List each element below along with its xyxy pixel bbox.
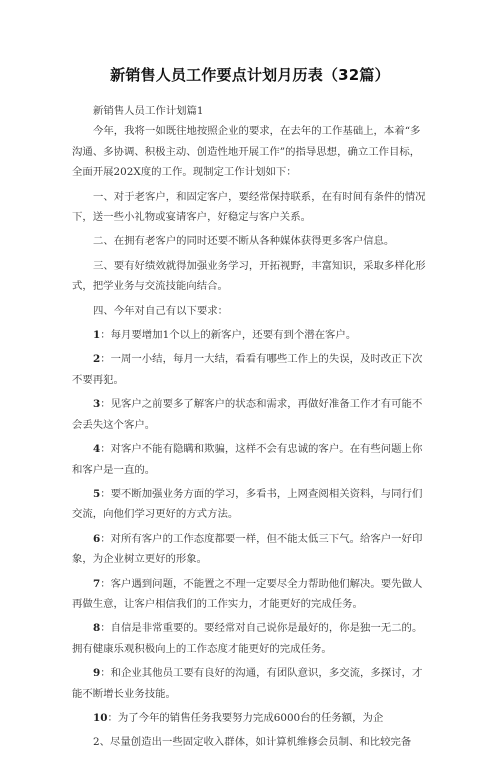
list-item (72, 349, 430, 390)
list-item-text: ：对所有客户的工作态度都要一样，但不能太低三下气。给客户一好印象，为企业树立更好的形象。 (72, 532, 423, 566)
list-item-text: ：和企业其他员工要有良好的沟通，有团队意识，多交流，多探讨，才能不断增长业务技能。 (72, 667, 423, 700)
list-item-number: 2 (93, 353, 101, 366)
list-item (72, 663, 430, 704)
list-item (72, 394, 430, 435)
list-item-number: 3 (93, 398, 101, 411)
list-item (72, 618, 430, 659)
list-item (72, 484, 430, 525)
list-item-number: 6 (93, 532, 101, 545)
list-item-text: ：一周一小结，每月一大结，看看有哪些工作上的失误，及时改正下次不要再犯。 (72, 353, 423, 386)
list-item-number: 8 (93, 622, 101, 635)
list-item-number: 5 (93, 487, 101, 500)
list-item-number: 10 (93, 711, 108, 724)
paragraph-text: 一、对于老客户，和固定客户，要经常保持联系，在有时间有条件的情况下，送一些小礼物或宴请客户，好稳定与客户关系。 (72, 190, 426, 224)
list-item-text: 2、尽量创造出一些固定收入群体，如计算机维修会员制、和比较完备 (93, 736, 412, 749)
list-item-text: ：为了今年的销售任务我要努力完成6000台的任务额，为企 (107, 711, 384, 724)
list-item-text: ：客户遇到问题，不能置之不理一定要尽全力帮助他们解决。要先做人再做生意，让客户相信我们的工作实力，才能更好的完成任务。 (72, 577, 423, 610)
paragraph-text: 新销售人员工作计划篇1 (93, 105, 204, 117)
list-item-text: ：每月要增加1个以上的新客户，还要有到个潜在客户。 (100, 329, 357, 342)
list-item-number: 7 (93, 577, 101, 590)
document-title: 新销售人员工作要点计划月历表（32篇） (110, 66, 390, 84)
list-item-text: ：见客户之前要多了解客户的状态和需求，再做好准备工作才有可能不会丢失这个客户。 (72, 398, 423, 431)
paragraph (72, 301, 430, 321)
paragraph (72, 121, 430, 182)
list-item (72, 529, 430, 570)
list-item-text: ：对客户不能有隐瞒和欺骗，这样不会有忠诚的客户。在有些问题上你和客户是一直的。 (72, 443, 423, 476)
paragraph-text: 今年，我将一如既往地按照企业的要求，在去年的工作基础上，本着“多沟通、多协调、积极主动、创造性地开展工作”的指导思想，确立工作目标，全面开展202X度的工作。现制定工作计划如下： (72, 125, 421, 179)
list-item (72, 708, 430, 728)
list-item-number: 9 (93, 667, 101, 680)
list-item-text: ：要不断加强业务方面的学习，多看书，上网查阅相关资料，与同行们交流，向他们学习更好的方式方法。 (72, 487, 423, 521)
paragraph-text: 二、在拥有老客户的同时还要不断从各种媒体获得更多客户信息。 (93, 235, 395, 248)
list-item-number: 1 (93, 329, 101, 342)
section-heading (72, 101, 430, 121)
list-item (72, 574, 430, 615)
document-body (72, 101, 430, 757)
paragraph (72, 256, 430, 297)
list-item-number: 4 (93, 443, 101, 456)
paragraph-text: 三、要有好绩效就得加强业务学习，开拓视野，丰富知识，采取多样化形式，把学业务与交流技能向结合。 (72, 259, 426, 293)
paragraph (72, 187, 430, 228)
list-item-text: ：自信是非常重要的。要经常对自己说你是最好的，你是独一无二的。拥有健康乐观积极向上的工作态度才能更好的完成任务。 (72, 622, 423, 655)
list-item (72, 732, 430, 752)
list-item (72, 325, 430, 345)
paragraph-text: 四、今年对自己有以下要求： (93, 304, 229, 317)
list-item (72, 439, 430, 480)
paragraph (72, 231, 430, 251)
